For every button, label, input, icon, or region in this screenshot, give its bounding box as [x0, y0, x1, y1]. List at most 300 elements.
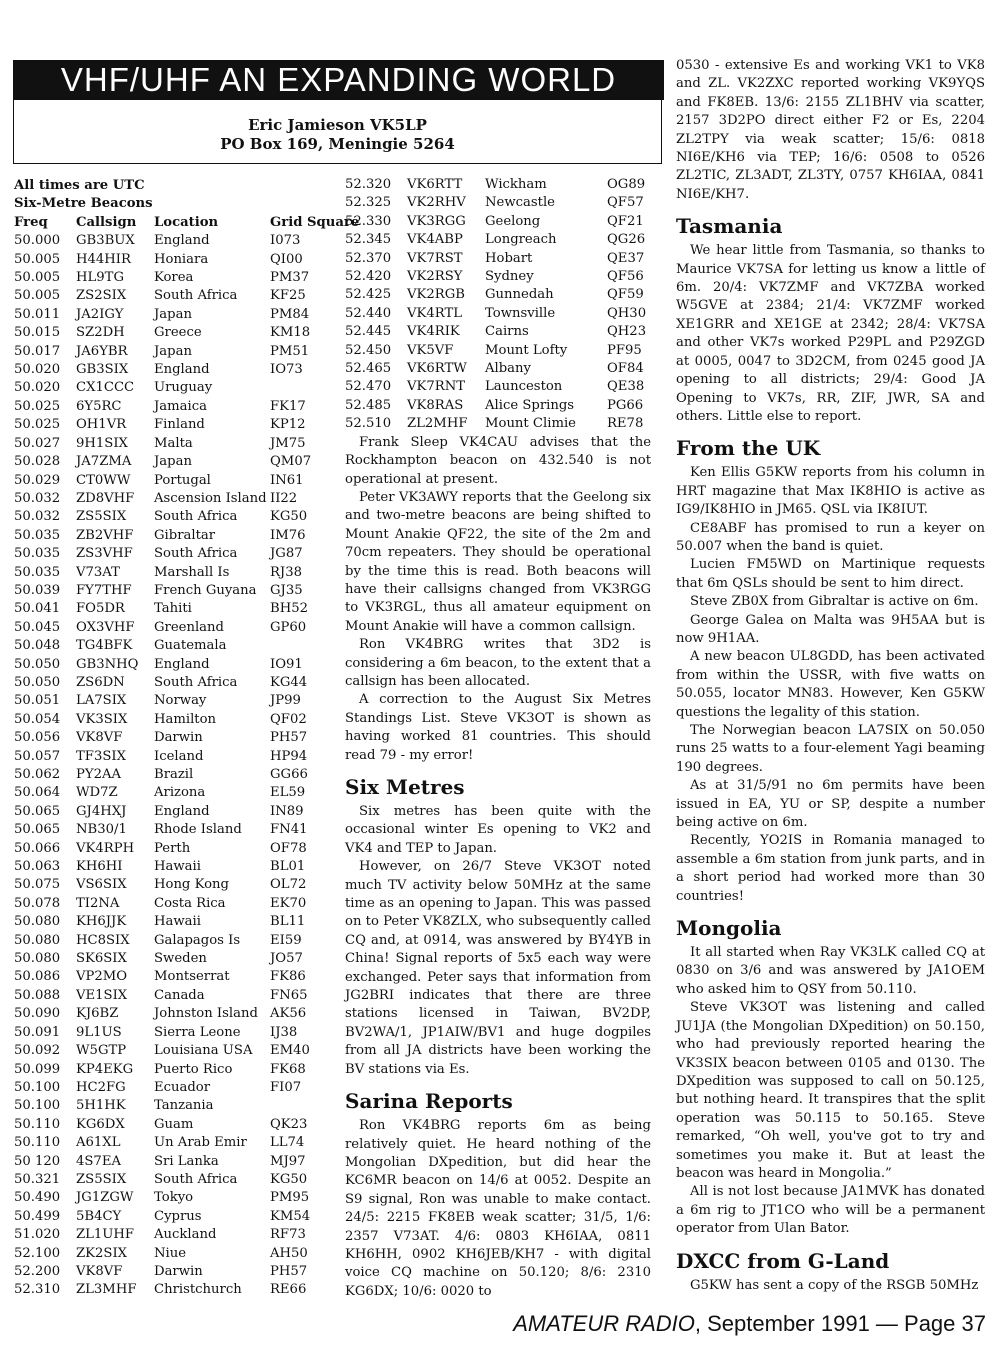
beacon-row [14, 251, 326, 269]
beacon-grid: GG66 [270, 767, 308, 782]
beacon-location: Puerto Rico [154, 1061, 233, 1077]
beacon-row [14, 527, 326, 545]
beacon-location: South Africa [154, 546, 238, 562]
beacon-location: Mount Lofty [485, 342, 568, 358]
beacon-freq: 50.025 [14, 417, 61, 433]
beacon-freq: 50.065 [14, 803, 61, 819]
beacon-row [14, 895, 326, 913]
beacon-freq: 50.020 [14, 380, 61, 396]
beacon-row [14, 1245, 326, 1263]
beacon-callsign: KH6JJK [76, 914, 127, 930]
beacon-freq: 52.510 [345, 416, 392, 432]
beacon-callsign: CT0WW [76, 472, 131, 488]
beacon-callsign: ZS3VHF [76, 546, 133, 562]
beacon-freq: 50.035 [14, 527, 61, 543]
beacon-freq: 52.420 [345, 269, 392, 285]
beacon-callsign: W5GTP [76, 1043, 127, 1059]
beacon-location: Hawaii [154, 914, 201, 930]
beacon-location: Gibraltar [154, 527, 216, 543]
beacon-freq: 50.015 [14, 325, 61, 341]
beacon-callsign: ZD8VHF [76, 490, 135, 506]
beacon-callsign: VK4ABP [407, 232, 463, 248]
beacon-freq: 50.035 [14, 564, 61, 580]
beacon-grid: PM95 [270, 1190, 310, 1206]
beacons-heading: Six-Metre Beacons [14, 196, 153, 212]
beacon-grid: KG44 [270, 674, 308, 690]
beacon-freq: 50.041 [14, 601, 61, 617]
beacon-grid: FN41 [270, 822, 308, 838]
author-box [13, 100, 662, 164]
beacon-row [345, 194, 651, 212]
beacon-callsign: JG1ZGW [76, 1190, 134, 1206]
beacon-grid: LL74 [270, 1135, 305, 1151]
beacon-grid: PM37 [270, 270, 310, 286]
beacon-location: South Africa [154, 1171, 238, 1187]
beacon-callsign: ZL3MHF [76, 1282, 137, 1298]
col-header-freq: Freq [14, 214, 48, 230]
beacon-callsign: NB30/1 [76, 822, 127, 838]
beacon-freq: 51.020 [14, 1227, 61, 1243]
beacon-grid: IM76 [270, 527, 306, 543]
beacon-freq: 50.064 [14, 785, 61, 801]
beacon-row [14, 711, 326, 729]
beacon-grid: FK68 [270, 1061, 306, 1077]
beacon-grid: QG26 [607, 232, 646, 248]
beacon-location: Niue [154, 1245, 187, 1261]
beacon-grid: IN89 [270, 803, 304, 819]
beacon-location: Japan [154, 454, 192, 470]
author-name: Eric Jamieson VK5LP [248, 116, 427, 134]
beacon-row [14, 968, 326, 986]
beacon-callsign: GJ4HXJ [76, 803, 127, 819]
beacon-freq: 50.025 [14, 398, 61, 414]
beacon-location: England [154, 656, 210, 672]
beacon-callsign: ZS5SIX [76, 509, 127, 525]
beacon-location: Sydney [485, 269, 534, 285]
beacon-grid: EK70 [270, 895, 307, 911]
beacon-grid: OF84 [607, 361, 644, 377]
beacon-row [14, 343, 326, 361]
paragraph: Steve VK3OT was listening and called JU1JA (the Mongolian DXpedition) on 50.150, who had previously reported hearing the VK3SIX beacon between 0105 and 0130. The DXpedition was supposed to call on 50.125, but nothing heard. It transpires that the split operation was 50.115 to 50.165. Steve remarked, “Oh well, you've got to try and sometimes you make it. But at least the beacon was heard in Mongolia.” [676, 1000, 985, 1181]
paragraph: Ken Ellis G5KW reports from his column in HRT magazine that Max IK8HIO is active as IG9/IK8HIO in JM65. QSL via IK8IUT. [676, 465, 985, 518]
beacon-freq: 52.345 [345, 232, 392, 248]
beacon-freq: 52.470 [345, 379, 392, 395]
beacon-freq: 52.200 [14, 1263, 61, 1279]
beacon-callsign: VK8RAS [407, 397, 464, 413]
beacon-callsign: SK6SIX [76, 951, 127, 967]
beacon-callsign: VP2MO [76, 969, 128, 985]
beacon-location: Ecuador [154, 1079, 211, 1095]
beacon-location: Hobart [485, 250, 533, 266]
beacon-grid: IO91 [270, 656, 303, 672]
beacon-callsign: KP4EKG [76, 1061, 134, 1077]
beacon-grid: FI07 [270, 1079, 302, 1095]
beacon-row [14, 508, 326, 526]
beacon-callsign: KJ6BZ [76, 1006, 119, 1022]
beacon-freq: 50.092 [14, 1043, 61, 1059]
beacon-callsign: ZS5SIX [76, 1171, 127, 1187]
beacon-grid: FK86 [270, 969, 306, 985]
beacon-callsign: 4S7EA [76, 1153, 121, 1169]
paragraph: All is not lost because JA1MVK has donated a 6m rig to JT1CO who will be a permanent operator from Ulan Bator. [676, 1184, 985, 1237]
beacon-grid: BL01 [270, 859, 306, 875]
beacon-row [14, 1134, 326, 1152]
beacon-callsign: GB3NHQ [76, 656, 139, 672]
beacon-location: Longreach [485, 232, 557, 248]
beacon-location: Rhode Island [154, 822, 242, 838]
beacon-freq: 50.063 [14, 859, 61, 875]
beacon-callsign: TG4BFK [76, 638, 133, 654]
beacon-row [14, 619, 326, 637]
footer-date-page: , September 1991 — Page 37 [694, 1311, 986, 1336]
beacon-row [14, 1208, 326, 1226]
beacon-callsign: GB3SIX [76, 362, 129, 378]
beacon-freq: 50.490 [14, 1190, 61, 1206]
beacon-callsign: JA7ZMA [76, 454, 132, 470]
page-title: VHF/UHF AN EXPANDING WORLD [60, 61, 617, 98]
beacon-row [14, 674, 326, 692]
beacon-grid: PM51 [270, 343, 310, 359]
beacon-callsign: V73AT [76, 564, 120, 580]
beacon-row [14, 821, 326, 839]
beacon-grid: EL59 [270, 785, 306, 801]
beacon-table-1 [14, 232, 326, 1300]
beacon-callsign: SZ2DH [76, 325, 125, 341]
beacon-row [14, 324, 326, 342]
beacon-location: Guam [154, 1116, 194, 1132]
beacon-location: Iceland [154, 748, 204, 764]
beacon-grid: QK23 [270, 1116, 308, 1132]
beacon-row [14, 1061, 326, 1079]
beacon-callsign: VK7RST [407, 250, 463, 266]
column-1 [14, 177, 360, 1300]
beacon-location: Canada [154, 987, 205, 1003]
beacon-callsign: PY2AA [76, 767, 122, 782]
beacon-grid [270, 637, 320, 655]
beacon-freq: 50.005 [14, 270, 61, 286]
paragraph: Peter VK3AWY reports that the Geelong six and two-metre beacons are being shifted to Mount Anakie QF22, the site of the 2m and 70cm repeaters. They should be operational by the time this is read. Both beacons will have their callsigns changed from VK3RGG to VK3RGL, thus all amateur equipment on Mount Anakie will have a common callsign. [345, 489, 651, 634]
beacon-grid: QF56 [607, 269, 644, 285]
beacon-location: Cyprus [154, 1208, 202, 1224]
beacon-location: Townsville [485, 305, 556, 321]
beacon-freq: 52.425 [345, 287, 392, 303]
beacon-freq: 50.032 [14, 509, 61, 525]
beacon-grid: QH23 [607, 324, 647, 340]
paragraph: Steve ZB0X from Gibraltar is active on 6m. [690, 594, 979, 610]
beacon-location: Hawaii [154, 859, 201, 875]
beacon-grid: RJ38 [270, 564, 302, 580]
beacon-row [14, 287, 326, 305]
beacon-callsign: KG6DX [76, 1116, 125, 1132]
beacon-callsign: ZK2SIX [76, 1245, 128, 1261]
beacon-grid: FN65 [270, 987, 308, 1003]
section-heading-uk: From the UK [676, 436, 821, 461]
beacon-grid: QH30 [607, 305, 647, 321]
beacon-grid: AH50 [270, 1245, 308, 1261]
beacon-callsign: VK2RHV [407, 195, 466, 211]
beacon-row [345, 378, 651, 396]
beacon-location: England [154, 803, 210, 819]
beacon-callsign: 5B4CY [76, 1208, 122, 1224]
beacon-freq: 50.321 [14, 1171, 61, 1187]
beacon-callsign: 9H1SIX [76, 435, 128, 451]
beacon-freq: 50.057 [14, 748, 61, 764]
beacon-callsign: ZL2MHF [407, 416, 468, 432]
paragraph: A correction to the August Six Metres Standings List. Steve VK3OT is shown as having worked 81 countries. This should read 79 - my error! [345, 692, 651, 763]
beacon-table-header [14, 214, 360, 232]
col-header-location: Location [154, 214, 219, 230]
beacon-grid: I073 [270, 233, 301, 249]
beacon-callsign: H44HIR [76, 251, 131, 267]
beacon-grid: QI00 [270, 251, 303, 267]
beacon-freq: 52.310 [14, 1282, 61, 1298]
beacon-row [14, 453, 326, 471]
beacon-grid: PG66 [607, 397, 644, 413]
beacon-callsign: ZS6DN [76, 674, 125, 690]
beacon-callsign: OX3VHF [76, 619, 135, 635]
beacon-freq: 50 120 [14, 1153, 61, 1169]
beacon-callsign: A61XL [76, 1135, 121, 1151]
beacon-grid: RF73 [270, 1227, 306, 1243]
beacon-grid: QF02 [270, 711, 307, 727]
beacon-row [345, 286, 651, 304]
beacon-row [14, 987, 326, 1005]
beacon-location: Tanzania [154, 1098, 214, 1114]
paragraph: However, on 26/7 Steve VK3OT noted much TV activity below 50MHz at the same time as an opening to Japan. This was passed on to Peter VK8ZLX, who subsequently called CQ and, at 0914, was answered by BY4YB in China! Signal reports of 5x5 each way were exchanged. Peter says that information from JG2BRI indicates that there are three stations licensed in Taiwan, BV2DP, BV2WA/1, JP1AIW/BV1 and huge dogpiles from all JA districts have been working the BV stations via Es. [345, 859, 651, 1077]
beacon-location: Un Arab Emir [154, 1135, 247, 1151]
beacon-grid: MJ97 [270, 1153, 306, 1169]
beacon-row [345, 305, 651, 323]
beacon-grid: IN61 [270, 472, 304, 488]
beacon-callsign: OH1VR [76, 417, 127, 433]
beacon-freq: 52.320 [345, 177, 392, 192]
beacon-row [14, 398, 326, 416]
beacon-freq: 50.020 [14, 362, 61, 378]
beacon-callsign: JA6YBR [76, 343, 128, 359]
beacon-freq: 52.465 [345, 361, 392, 377]
paragraph: George Galea on Malta was 9H5AA but is now 9H1AA. [676, 612, 985, 646]
beacon-row [14, 748, 326, 766]
beacon-freq: 52.445 [345, 324, 392, 340]
beacon-grid: PH57 [270, 730, 308, 746]
beacon-callsign: VK7RNT [407, 379, 466, 395]
beacon-callsign: HC8SIX [76, 932, 130, 948]
paragraph: We hear little from Tasmania, so thanks to Maurice VK7SA for letting us know a little of 6m. 20/4: VK7ZMF and VK7ZBA worked W5GVE at 2384; 21/4: VK7ZMF worked XE1GRR and XE1GE at 2342; 28/4: VK7SA and other VK7s worked P29PL and P29ZGD at 0005, 0047 to 3D2CM, from 0245 good JA opening to all districts; 29/4: Good JA Opening to VK7s, RR, ZIF, JWR, SA and others. Little else to report. [676, 243, 985, 424]
beacon-grid: QF59 [607, 287, 644, 303]
beacon-row [14, 950, 326, 968]
beacon-location: Tokyo [154, 1190, 194, 1206]
beacon-freq: 50.048 [14, 638, 61, 654]
beacon-grid: EI59 [270, 932, 302, 948]
beacon-freq: 50.000 [14, 233, 61, 249]
beacon-freq: 50.035 [14, 546, 61, 562]
beacon-freq: 50.054 [14, 711, 61, 727]
beacon-freq: 50.100 [14, 1098, 61, 1114]
beacon-freq: 50.005 [14, 251, 61, 267]
beacon-callsign: VK8VF [76, 730, 123, 746]
beacon-freq: 50.005 [14, 288, 61, 304]
beacon-grid: QE38 [607, 379, 645, 395]
beacon-callsign: 9L1US [76, 1024, 122, 1040]
beacon-row [14, 1116, 326, 1134]
beacon-row [345, 323, 651, 341]
beacon-row [14, 1263, 326, 1281]
beacon-row [14, 637, 326, 655]
beacon-row [14, 490, 326, 508]
beacon-row [14, 1024, 326, 1042]
beacon-row [345, 176, 651, 194]
beacon-grid: QM07 [270, 454, 312, 470]
beacon-freq: 50.029 [14, 472, 61, 488]
beacon-freq: 52.325 [345, 195, 392, 211]
beacon-freq: 50.078 [14, 895, 61, 911]
beacon-row [14, 306, 326, 324]
beacon-location: Sweden [154, 951, 207, 967]
beacon-row [14, 932, 326, 950]
beacon-location: Cairns [485, 324, 529, 340]
beacon-freq: 50.091 [14, 1024, 61, 1040]
beacon-row [14, 840, 326, 858]
beacon-row [14, 1097, 326, 1115]
beacon-freq: 50.039 [14, 582, 61, 598]
beacon-grid: KG50 [270, 1171, 308, 1187]
paragraph: Frank Sleep VK4CAU advises that the Rockhampton beacon on 432.540 is not operational at present. [345, 434, 651, 487]
beacon-freq: 50.032 [14, 490, 61, 506]
beacon-callsign: VE1SIX [76, 987, 128, 1003]
beacon-grid: PH57 [270, 1263, 308, 1279]
section-heading-sarina: Sarina Reports [345, 1089, 513, 1114]
beacon-freq: 50.027 [14, 435, 61, 451]
beacon-location: Newcastle [485, 195, 555, 211]
beacon-freq: 50.017 [14, 343, 61, 359]
beacon-row [14, 656, 326, 674]
beacon-row [14, 545, 326, 563]
paragraph: 0530 - extensive Es and working VK1 to VK8 and ZL. VK2ZXC reported working VK9YQS and FK8EB. 13/6: 2155 ZL1BHV via scatter, 2157 3D2PO direct either F2 or Es, 2204 ZL2TPY via weak scatter; 15/6: 0818 NI6E/KH6 via TEP; 16/6: 0508 to 0526 ZL2TIC, ZL3ADT, ZL3TY, 0757 KH6IAA, 0841 NI6E/KH7. [676, 58, 985, 202]
beacon-location: Gunnedah [485, 287, 554, 303]
beacon-location: Greenland [154, 619, 224, 635]
beacon-location: Portugal [154, 472, 211, 488]
beacon-location: Guatemala [154, 638, 227, 654]
beacon-location: Christchurch [154, 1282, 242, 1298]
beacon-callsign: GB3BUX [76, 233, 135, 249]
paragraph: CE8ABF has promised to run a keyer on 50.007 when the band is quiet. [676, 520, 985, 554]
beacon-grid: RE66 [270, 1282, 307, 1298]
beacon-grid: JP99 [270, 693, 301, 709]
beacon-row [14, 472, 326, 490]
beacon-grid: JM75 [270, 435, 306, 451]
beacon-row [14, 416, 326, 434]
beacon-row [345, 360, 651, 378]
author-address: PO Box 169, Meningie 5264 [220, 135, 455, 153]
beacon-callsign: KH6HI [76, 859, 123, 875]
beacon-freq: 50.050 [14, 674, 61, 690]
beacon-grid: GP60 [270, 619, 307, 635]
beacon-row [14, 913, 326, 931]
beacon-location: Uruguay [154, 380, 213, 396]
beacon-grid: KF25 [270, 288, 306, 304]
paragraph: Six metres has been quite with the occasional winter Es opening to VK2 and VK4 and TEP to Japan. [345, 804, 651, 856]
beacon-grid: BH52 [270, 601, 308, 617]
beacon-row [345, 415, 651, 433]
beacon-location: Sierra Leone [154, 1024, 241, 1040]
section-heading-six-metres: Six Metres [345, 775, 465, 799]
col-header-callsign: Callsign [76, 214, 137, 230]
beacon-row [14, 876, 326, 894]
beacon-location: Tahiti [154, 601, 192, 617]
beacon-callsign: VK8VF [76, 1263, 123, 1279]
beacon-location: Mount Climie [485, 416, 576, 432]
beacon-row [14, 729, 326, 747]
beacon-row [14, 858, 326, 876]
beacon-location: Costa Rica [154, 895, 226, 911]
beacon-freq: 50.065 [14, 822, 61, 838]
beacon-row [14, 1079, 326, 1097]
beacon-grid: PM84 [270, 306, 310, 322]
beacon-row [14, 1153, 326, 1171]
beacon-location: Wickham [485, 177, 547, 192]
beacon-location: Greece [154, 325, 202, 341]
paragraph: As at 31/5/91 no 6m permits have been issued in EA, YU or SP, despite a number being active on 6m. [676, 778, 985, 831]
beacon-freq: 50.050 [14, 656, 61, 672]
beacon-location: Launceston [485, 379, 563, 395]
beacon-callsign: WD7Z [76, 785, 118, 801]
beacon-freq: 50.090 [14, 1006, 61, 1022]
beacon-grid: KP12 [270, 417, 306, 433]
beacon-location: Honiara [154, 251, 209, 267]
beacon-freq: 52.370 [345, 250, 392, 266]
beacon-row [14, 1189, 326, 1207]
beacon-freq: 50.110 [14, 1135, 61, 1151]
beacon-grid: BL11 [270, 914, 306, 930]
beacon-callsign: LA7SIX [76, 693, 127, 709]
beacon-callsign: JA2IGY [76, 306, 124, 322]
paragraph: A new beacon UL8GDD, has been activated from within the USSR, with five watts on 50.055, locator MN83. However, Ken G5KW questions the legality of this station. [676, 649, 985, 720]
beacon-location: Ascension Island [154, 490, 267, 506]
beacon-row [14, 1226, 326, 1244]
beacon-callsign: FO5DR [76, 601, 125, 617]
beacon-grid: QF57 [607, 195, 644, 211]
beacon-location: Darwin [154, 730, 203, 746]
beacon-location: South Africa [154, 674, 238, 690]
beacon-grid: QF21 [607, 213, 644, 229]
beacon-callsign: VS6SIX [76, 877, 127, 893]
beacon-location: Arizona [154, 785, 206, 801]
beacon-row [14, 766, 326, 784]
beacon-location: Alice Springs [485, 397, 575, 413]
beacon-callsign: 6Y5RC [76, 398, 122, 414]
paragraph: The Norwegian beacon LA7SIX on 50.050 runs 25 watts to a four-element Yagi beaming 190 degrees. [676, 723, 985, 775]
section-heading-dxcc: DXCC from G-Land [676, 1248, 890, 1273]
beacon-location: Japan [154, 306, 192, 322]
beacon-grid: KM18 [270, 325, 311, 341]
beacon-grid: JO57 [270, 951, 303, 967]
beacon-callsign: VK4RIK [407, 324, 460, 340]
beacon-freq: 52.330 [345, 213, 392, 229]
beacon-grid: AK56 [270, 1006, 307, 1022]
beacon-row [14, 1042, 326, 1060]
magazine-name: AMATEUR RADIO [513, 1311, 695, 1336]
beacon-callsign: ZL1UHF [76, 1227, 135, 1243]
beacon-callsign: 5H1HK [76, 1098, 126, 1114]
beacon-location: Norway [154, 693, 207, 709]
beacon-callsign: HC2FG [76, 1079, 126, 1095]
beacon-callsign: VK4RTL [407, 305, 463, 321]
beacon-row [14, 232, 326, 250]
beacon-grid: KG50 [270, 509, 308, 525]
beacon-row [14, 564, 326, 582]
beacon-callsign: ZB2VHF [76, 527, 134, 543]
paragraph: G5KW has sent a copy of the RSGB 50MHz [690, 1277, 979, 1293]
